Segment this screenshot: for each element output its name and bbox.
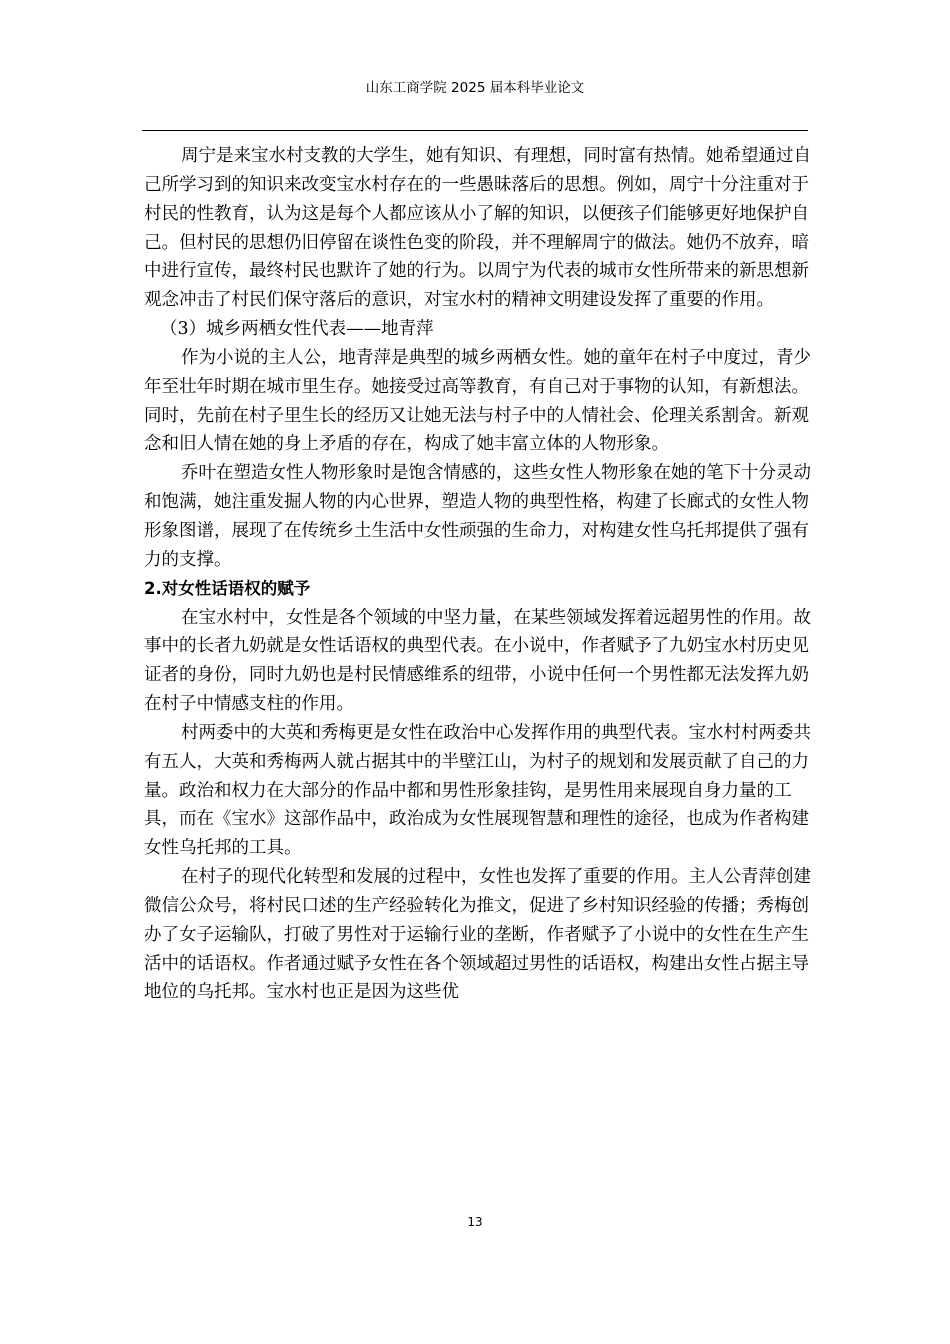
paragraph-diqingping: 作为小说的主人公，地青萍是典型的城乡两栖女性。她的童年在村子中度过，青少年至壮年时期在城市里生存。她接受过高等教育，有自己对于事物的认知，有新想法。同时，先前在村子里生长的经历又让她无法与村子中的人情社会、伦理关系割舍。新观念和旧人情在她的身上矛盾的存在，构成了她丰富立体的人物形象。 bbox=[144, 347, 811, 455]
paragraph-qiaoye-summary: 乔叶在塑造女性人物形象时是饱含情感的，这些女性人物形象在她的笔下十分灵动和饱满，她注重发掘人物的内心世界，塑造人物的典型性格，构建了长廊式的女性人物形象图谱，展现了在传统乡土生活中女性顽强的生命力，对构建女性乌托邦提供了强有力的支撑。 bbox=[144, 463, 811, 570]
paragraph-zhouning: 周宁是来宝水村支教的大学生，她有知识、有理想，同时富有热情。她希望通过自己所学习到的知识来改变宝水村存在的一些愚昧落后的思想。例如，周宁十分注重对于村民的性教育，认为这是每个人都应该从小了解的知识，以便孩子们能够更好地保护自己。但村民的思想仍旧停留在谈性色变的阶段，并不理解周宁的做法。她仍不放弃，暗中进行宣传，最终村民也默许了她的行为。以周宁为代表的城市女性所带来的新思想新观念冲击了村民们保守落后的意识，对宝水村的精神文明建设发挥了重要的作用。 bbox=[144, 146, 811, 311]
body-text bbox=[144, 142, 824, 1007]
subsection-item-3: （3）城乡两栖女性代表——地青萍 bbox=[160, 319, 434, 340]
section-heading-2: 2.对女性话语权的赋予 bbox=[144, 578, 311, 598]
paragraph-modernization: 在村子的现代化转型和发展的过程中，女性也发挥了重要的作用。主人公青萍创建微信公众号，将村民口述的生产经验转化为推文，促进了乡村知识经验的传播；秀梅创办了女子运输队，打破了男性对于运输行业的垄断，作者赋予了小说中的女性在生产生活中的话语权。作者通过赋予女性在各个领域超过男性的话语权，构建出女性占据主导地位的乌托邦。宝水村也正是因为这些优 bbox=[144, 867, 811, 1003]
paragraph-jiunai: 在宝水村中，女性是各个领域的中坚力量，在某些领域发挥着远超男性的作用。故事中的长者九奶就是女性话语权的典型代表。在小说中，作者赋予了九奶宝水村历史见证者的身份，同时九奶也是村民情感维系的纽带，小说中任何一个男性都无法发挥九奶在村子中情感支柱的作用。 bbox=[144, 607, 811, 715]
header-divider bbox=[142, 130, 808, 131]
paragraph-village-committee: 村两委中的大英和秀梅更是女性在政治中心发挥作用的典型代表。宝水村村两委共有五人，大英和秀梅两人就占据其中的半壁江山，为村子的规划和发展贡献了自己的力量。政治和权力在大部分的作品中都和男性形象挂钩，是男性用来展现自身力量的工具，而在《宝水》这部作品中，政治成为女性展现智慧和理性的途径，也成为作者构建女性乌托邦的工具。 bbox=[144, 722, 811, 859]
running-header: 山东工商学院 2025 届本科毕业论文 bbox=[365, 80, 585, 96]
page-number: 13 bbox=[467, 1215, 483, 1229]
